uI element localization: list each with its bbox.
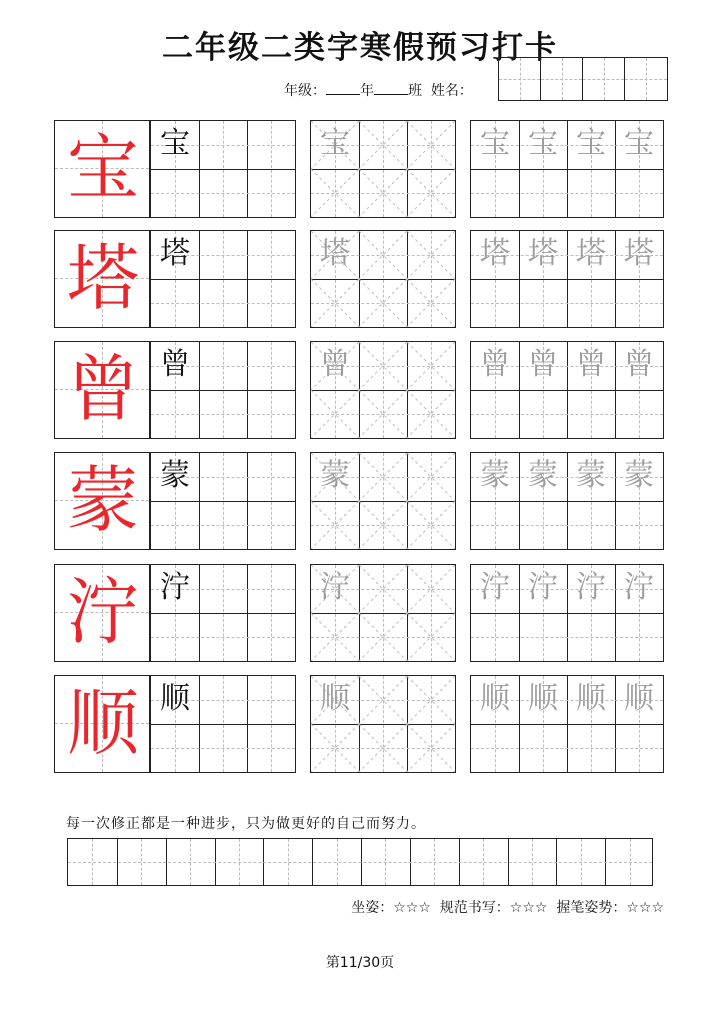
guide-line [223,453,224,549]
grid-line [471,169,663,170]
copy-practice-grid[interactable] [470,341,664,439]
model-character-box [54,564,150,662]
guide-line [271,453,272,549]
model-character: 泞 [66,570,139,654]
guide-line [223,121,224,217]
trace-practice-grid[interactable] [310,675,456,773]
diagonal-guide [311,169,359,217]
diagonal-guide [311,724,359,772]
copy-practice-grid[interactable] [470,675,664,773]
trace-practice-grid[interactable] [310,230,456,328]
model-character: 曾 [66,347,139,431]
grid-line [471,501,663,502]
model-cell [55,565,149,661]
name-grid[interactable] [498,57,668,101]
character-row [0,452,720,550]
reference-character: 顺 [160,681,190,716]
character-row [0,341,720,439]
stroke-practice-grid[interactable] [150,341,296,439]
trace-character: 泞 [480,570,510,605]
grade-label: 年级： [284,83,326,99]
grade-year-blank[interactable] [326,82,360,95]
diagonal-guide [311,501,359,549]
diagonal-guide [407,724,455,772]
model-character: 顺 [66,681,139,765]
student-info [284,80,473,100]
trace-character: 曾 [576,347,606,382]
diagonal-guide [407,169,455,217]
diagonal-guide [407,565,455,613]
guide-line [471,525,663,526]
trace-character: 曾 [528,347,558,382]
trace-character: 塔 [528,236,558,271]
character-row [0,120,720,218]
diagonal-guide [359,565,407,613]
guide-line [223,565,224,661]
copy-practice-grid[interactable] [470,452,664,550]
posture-rating: 坐姿：☆☆☆ [351,900,431,916]
diagonal-guide [311,279,359,327]
trace-character: 宝 [528,126,558,161]
model-cell [55,676,149,772]
grid-line [471,724,663,725]
free-practice-grid[interactable] [67,838,653,886]
diagonal-guide [407,279,455,327]
diagonal-guide [359,724,407,772]
diagonal-guide [359,676,407,724]
diagonal-guide [407,613,455,661]
trace-character: 曾 [480,347,510,382]
stroke-practice-grid[interactable] [150,120,296,218]
page-title: 二年级二类字寒假预习打卡 [162,30,558,66]
model-character: 塔 [66,236,139,320]
trace-character: 顺 [480,681,510,716]
trace-character: 泞 [624,570,654,605]
diagonal-guide [311,613,359,661]
diagonal-guide [359,231,407,279]
copy-practice-grid[interactable] [470,564,664,662]
grid-line [471,613,663,614]
reference-character: 蒙 [160,458,190,493]
model-cell [55,453,149,549]
trace-character: 宝 [624,126,654,161]
trace-character: 蒙 [320,458,350,493]
trace-character: 顺 [528,681,558,716]
trace-character: 宝 [320,126,350,161]
guide-line [271,342,272,438]
name-cell[interactable] [541,58,583,100]
diagonal-guide [407,231,455,279]
diagonal-guide [407,342,455,390]
trace-character: 泞 [576,570,606,605]
trace-character: 宝 [576,126,606,161]
diagonal-guide [407,121,455,169]
guide-line [151,525,295,526]
trace-character: 顺 [320,681,350,716]
guide-line [471,748,663,749]
trace-character: 蒙 [480,458,510,493]
rating-line [351,897,664,917]
model-character-box [54,341,150,439]
year-label: 年 [360,83,374,99]
model-cell [55,342,149,438]
reference-character: 曾 [160,347,190,382]
name-cell[interactable] [499,58,541,100]
trace-character: 塔 [480,236,510,271]
reference-character: 塔 [160,236,190,271]
model-character-box [54,120,150,218]
page-number: 第11/30页 [325,955,395,971]
copy-practice-grid[interactable] [470,230,664,328]
name-label: 姓名： [430,83,473,99]
guide-line [271,565,272,661]
character-row [0,564,720,662]
trace-character: 蒙 [624,458,654,493]
model-cell [55,231,149,327]
name-cell[interactable] [625,58,667,100]
trace-character: 顺 [576,681,606,716]
guide-line [151,193,295,194]
guide-line [151,748,295,749]
trace-character: 曾 [624,347,654,382]
diagonal-guide [407,453,455,501]
model-character: 蒙 [66,458,139,542]
model-cell [55,121,149,217]
trace-character: 蒙 [528,458,558,493]
trace-practice-grid[interactable] [310,341,456,439]
diagonal-guide [407,501,455,549]
diagonal-guide [359,453,407,501]
diagonal-guide [407,390,455,438]
diagonal-guide [311,390,359,438]
character-row [0,675,720,773]
motto-text: 每一次修正都是一种进步，只为做更好的自己而努力。 [66,816,426,832]
class-blank[interactable] [374,82,408,95]
diagonal-guide [359,390,407,438]
diagonal-guide [359,613,407,661]
diagonal-guide [359,279,407,327]
name-cell[interactable] [583,58,625,100]
guide-line [271,231,272,327]
trace-character: 蒙 [576,458,606,493]
trace-practice-grid[interactable] [310,452,456,550]
trace-character: 塔 [624,236,654,271]
trace-character: 顺 [624,681,654,716]
guide-line [471,414,663,415]
guide-line [151,303,295,304]
trace-character: 泞 [528,570,558,605]
guide-line [223,676,224,772]
guide-line [151,637,295,638]
guide-line [151,414,295,415]
trace-character: 塔 [576,236,606,271]
writing-rating: 规范书写：☆☆☆ [439,900,548,916]
model-character: 宝 [66,126,139,210]
grid-line [471,390,663,391]
model-character-box [54,675,150,773]
diagonal-guide [359,121,407,169]
guide-line [271,676,272,772]
diagonal-guide [407,676,455,724]
trace-character: 泞 [320,570,350,605]
trace-practice-grid[interactable] [310,564,456,662]
diagonal-guide [359,342,407,390]
trace-character: 塔 [320,236,350,271]
stroke-practice-grid[interactable] [150,452,296,550]
reference-character: 宝 [160,126,190,161]
stroke-practice-grid[interactable] [150,675,296,773]
guide-line [471,193,663,194]
diagonal-guide [359,169,407,217]
model-character-box [54,452,150,550]
guide-line [68,862,652,863]
grid-line [471,279,663,280]
diagonal-guide [359,501,407,549]
model-character-box [54,230,150,328]
stroke-practice-grid[interactable] [150,230,296,328]
grip-rating: 握笔姿势：☆☆☆ [556,900,664,916]
reference-character: 泞 [160,570,190,605]
guide-line [471,303,663,304]
guide-line [471,637,663,638]
copy-practice-grid[interactable] [470,120,664,218]
trace-character: 宝 [480,126,510,161]
trace-practice-grid[interactable] [310,120,456,218]
class-label: 班 [408,83,422,99]
trace-character: 曾 [320,347,350,382]
guide-line [271,121,272,217]
stroke-practice-grid[interactable] [150,564,296,662]
guide-line [223,342,224,438]
character-row [0,230,720,328]
guide-line [223,231,224,327]
